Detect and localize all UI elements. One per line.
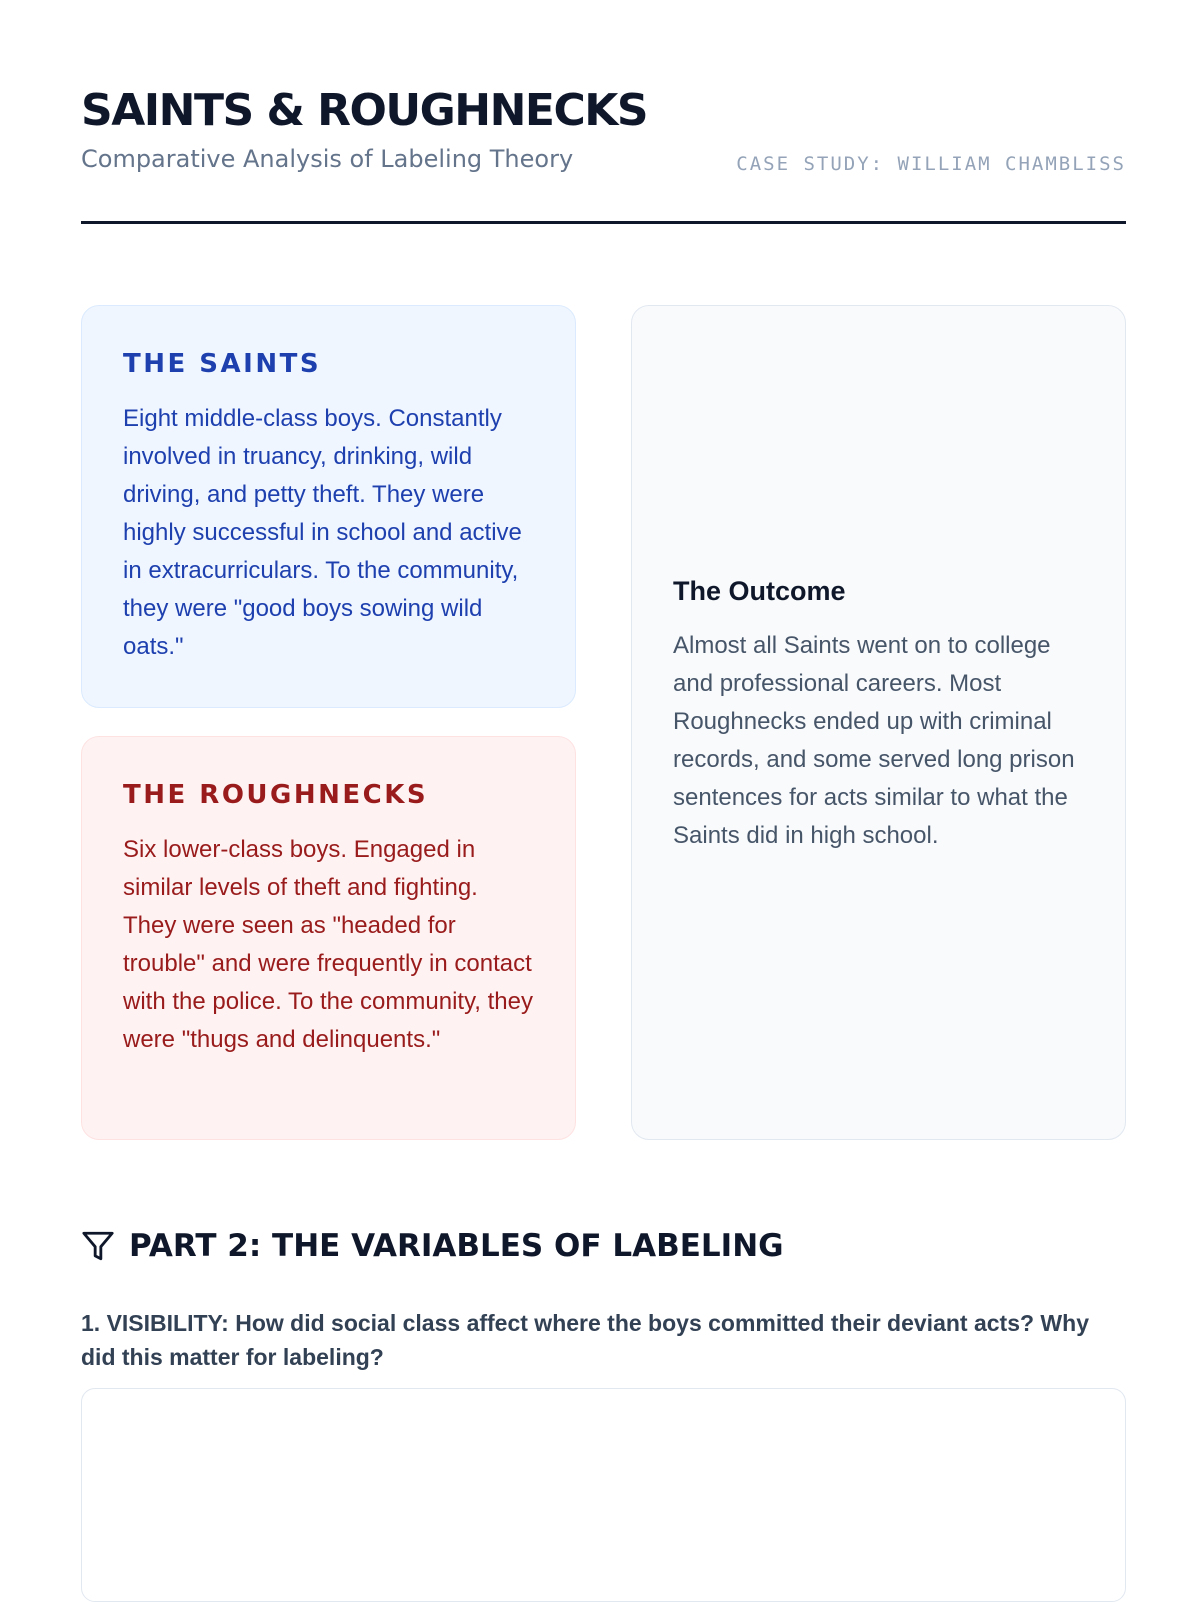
- part2-title: PART 2: THE VARIABLES OF LABELING: [129, 1228, 784, 1264]
- outcome-heading: The Outcome: [673, 575, 846, 606]
- page-title: SAINTS & ROUGHNECKS: [81, 85, 648, 136]
- page-subtitle: Comparative Analysis of Labeling Theory: [81, 145, 574, 173]
- roughnecks-heading: THE ROUGHNECKS: [123, 780, 429, 810]
- outcome-description: Almost all Saints went on to college and professional careers. Most Roughnecks ended up with criminal records, and some served long prison sentences for acts similar to what the Saints did in high school.: [673, 631, 1075, 849]
- saints-description: Eight middle-class boys. Constantly involved in truancy, drinking, wild driving, and petty theft. They were highly successful in school and active in extracurriculars. To the community, they were "good boys sowing wild oats.": [123, 405, 522, 660]
- question-visibility: 1. VISIBILITY: How did social class affect where the boys committed their deviant acts? Why did this matter for labeling?: [81, 1310, 1089, 1370]
- roughnecks-card: [81, 736, 576, 1140]
- saints-card: [81, 305, 576, 708]
- outcome-card: [631, 305, 1126, 1140]
- roughnecks-description: Six lower-class boys. Engaged in similar levels of theft and fighting. They were seen as "headed for trouble" and were frequently in contact with the police. To the community, they were "thugs and delinquents.": [123, 836, 533, 1053]
- filter-icon: [81, 1229, 115, 1263]
- saints-heading: THE SAINTS: [123, 349, 322, 379]
- answer-visibility-field[interactable]: [81, 1388, 1126, 1602]
- part2-section-header: [81, 1224, 784, 1268]
- header-divider: [81, 221, 1126, 224]
- case-study-label: CASE STUDY: WILLIAM CHAMBLISS: [736, 153, 1126, 175]
- page-header: [81, 84, 1126, 224]
